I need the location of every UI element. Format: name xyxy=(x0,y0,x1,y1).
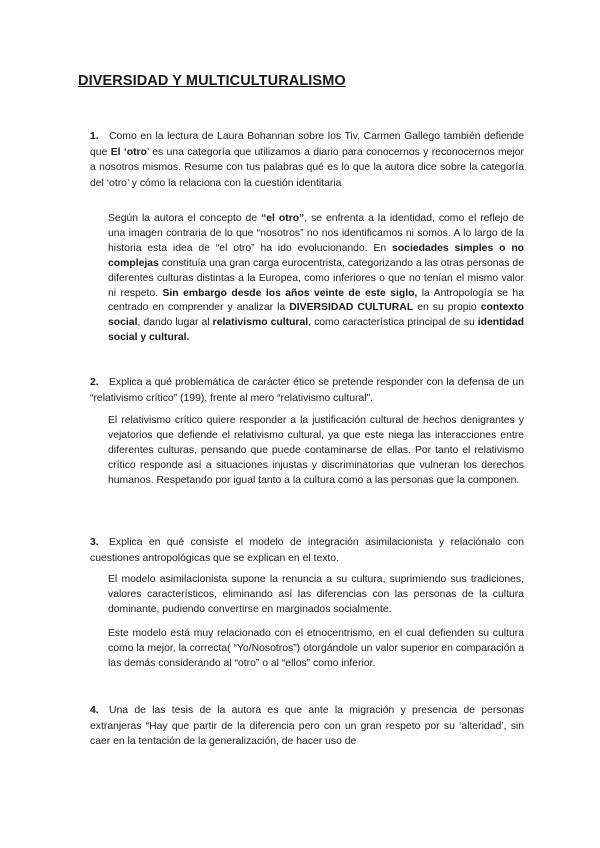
question-2 xyxy=(90,375,524,406)
answer-text: El relativismo crítico quiere responder a la justificación cultural de hechos denigrantes y vejatorios que defiende el relativismo cultural, ya que este niega las interacciones entre diferentes culturas, pensando que puede contaminarse de ellas. Por tanto el relativismo crítico responde así a situaciones injustas y discriminatorias que vulneran los derechos humanos. Respetando por igual tanto a la cultura como a las personas que la componen. xyxy=(108,415,524,486)
question-text: Como en la lectura de Laura Bohannan sobre los Tiv, Carmen Gallego también defiende que xyxy=(90,131,524,158)
answer-text: , como característica principal de su xyxy=(308,317,478,329)
question-number: 3. xyxy=(90,537,99,548)
question-text: Explica a qué problemática de carácter ético se pretende responder con la defensa de un “relativismo crítico” (199), frente al mero “relativismo cultural”. xyxy=(90,377,524,404)
question-4 xyxy=(90,703,524,750)
answer-emphasis: Sin embargo desde los años veinte de este siglo, xyxy=(162,287,418,299)
answer-text: , se enfrenta a la identidad, como el reflejo de una imagen contraria de lo que “nosotros” no nos identificamos ni somos. A lo largo de la historia esta idea de “el otro” ha ido evolucionando. En xyxy=(108,213,524,254)
answer-text: , dando lugar al xyxy=(137,317,213,329)
answer-emphasis: sociedades simples o no complejas xyxy=(108,242,525,269)
answer-2 xyxy=(108,414,524,489)
answer-1 xyxy=(108,212,524,346)
answer-text: en su propio xyxy=(413,302,481,314)
answer-text: El modelo asimilacionista supone la renuncia a su cultura, suprimiendo sus tradiciones, valores característicos, eliminando así las diferencias con las personas de la cultura dominante, pudiendo convertirse en marginados socialmente. xyxy=(108,574,524,615)
question-text: ’ es una categoría que utilizamos a diario para conocernos y reconocernos mejor a nosotros mismos. Resume con tus palabras qué es lo que la autora dice sobre la categoría del ‘otro’ y cómo la relaciona con la cuestión identitaria xyxy=(90,146,524,189)
answer-emphasis: identidad social y cultural. xyxy=(108,317,524,344)
question-text: Una de las tesis de la autora es que ante la migración y presencia de personas extranjeras “Hay que partir de la diferencia pero con un gran respeto por su ‘alteridad’, sin caer en la tentación de la generalización, de hacer uso de xyxy=(90,705,524,748)
answer-3a xyxy=(108,573,524,618)
answer-emphasis: DIVERSIDAD CULTURAL xyxy=(289,302,414,314)
question-number: 4. xyxy=(90,705,99,716)
page-title: DIVERSIDAD Y MULTICULTURALISMO xyxy=(78,73,346,89)
question-1 xyxy=(90,129,524,191)
answer-text: la Antropología se ha centrado en comprender y analizar la xyxy=(108,287,524,314)
answer-text: constituía una gran carga eurocentrista, categorizando a las otras personas de diferentes culturas distintas a la Europea, como inferiores o que no tenían el mismo valor ni respeto. xyxy=(108,257,524,299)
answer-emphasis: “el otro” xyxy=(261,213,305,224)
answer-emphasis: relativismo cultural xyxy=(212,317,309,329)
question-number: 1. xyxy=(90,131,99,142)
question-3 xyxy=(90,535,524,566)
question-emphasis: El ‘otro xyxy=(110,146,147,158)
answer-text: Según la autora el concepto de xyxy=(108,213,262,224)
answer-emphasis: contexto social xyxy=(108,302,524,329)
question-text: Explica en qué consiste el modelo de integración asimilacionista y relaciónalo con cuestiones antropológicas que se explican en el texto. xyxy=(90,537,524,564)
answer-3b xyxy=(108,627,524,672)
question-number: 2. xyxy=(90,377,99,388)
answer-text: Este modelo está muy relacionado con el etnocentrismo, en el cual defienden su cultura como la mejor, la correcta( “Yo/Nosotros”) otorgándole un valor superior en comparación a las demás considerando al “otro” o al “ellos” como inferior. xyxy=(108,628,524,669)
